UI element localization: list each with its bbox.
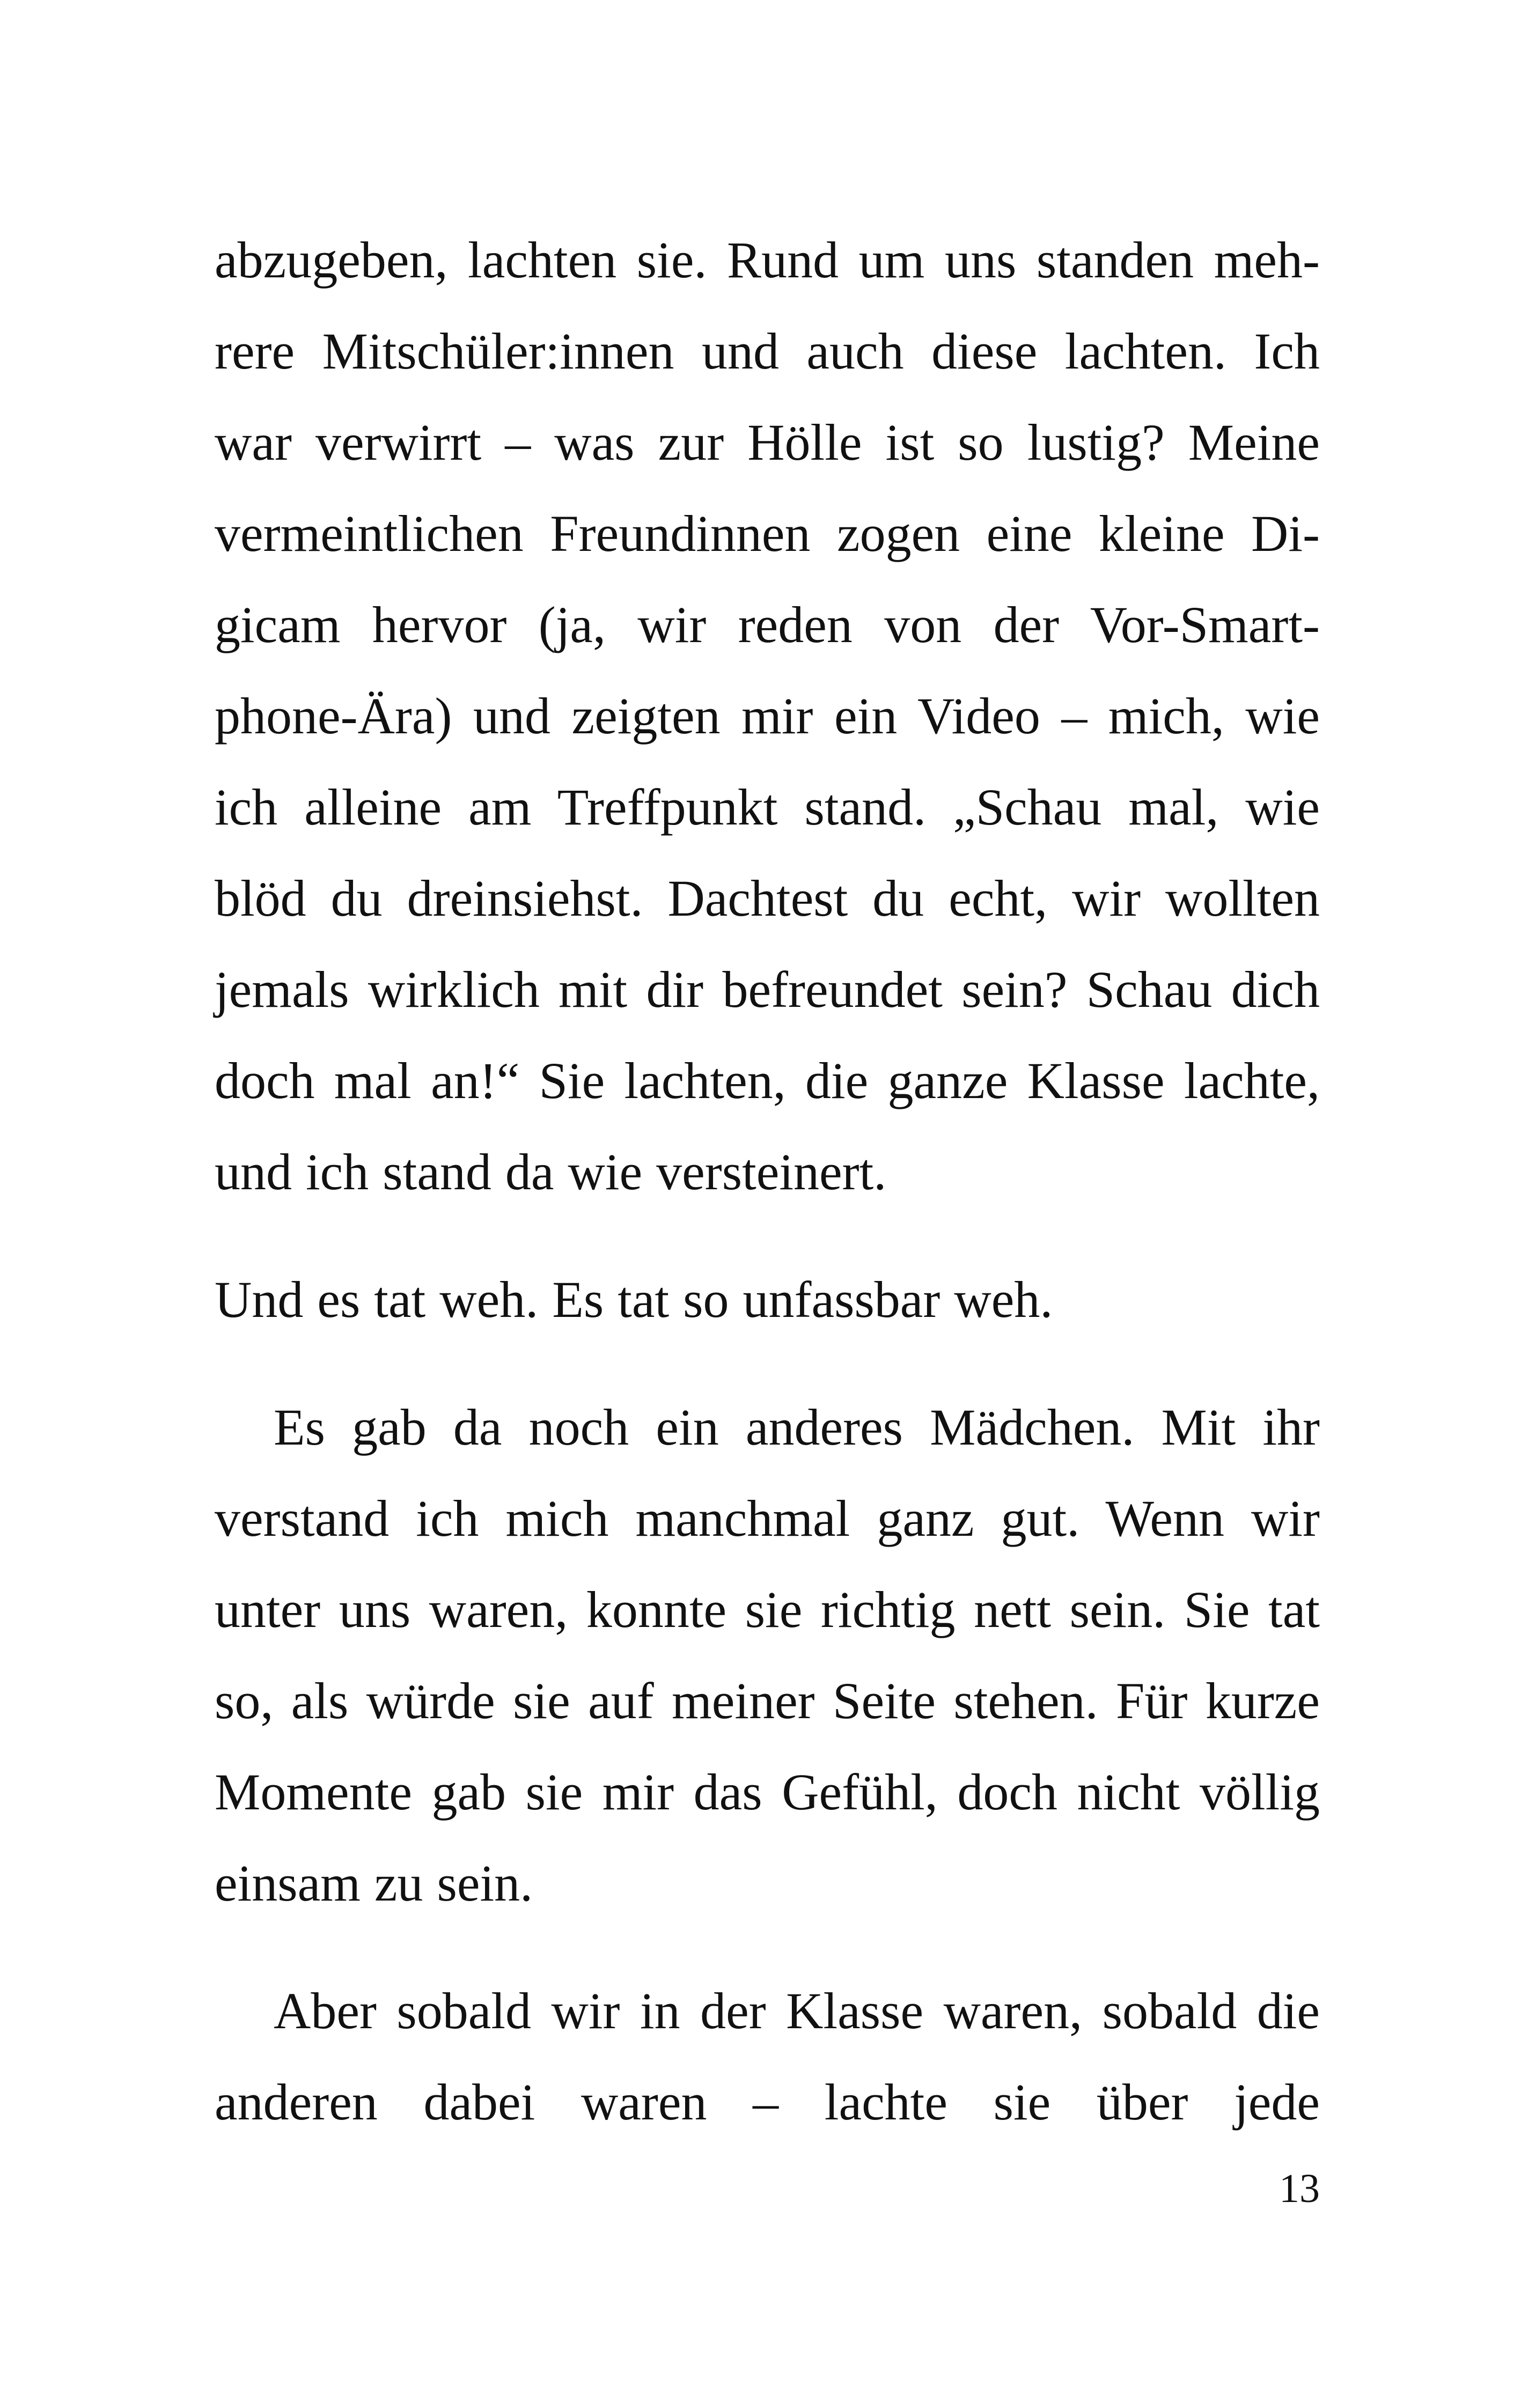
- page-number: 13: [1279, 2166, 1320, 2211]
- text-line: Aber sobald wir in der Klasse waren, sobald die: [274, 1982, 1320, 2039]
- text-line: Und es tat weh. Es tat so unfassbar weh.: [215, 1271, 1053, 1328]
- text-line: einsam zu sein.: [215, 1854, 533, 1912]
- text-line: Es gab da noch ein anderes Mädchen. Mit ihr: [274, 1398, 1320, 1456]
- text-line: blöd du dreinsiehst. Dachtest du echt, wir wollten: [215, 870, 1320, 927]
- text-line: so, als würde sie auf meiner Seite stehen. Für kurze: [215, 1672, 1320, 1729]
- text-line: verstand ich mich manchmal ganz gut. Wenn wir: [215, 1490, 1320, 1547]
- text-line: Momente gab sie mir das Gefühl, doch nicht völlig: [215, 1763, 1320, 1821]
- paragraph-4: [215, 1965, 1320, 2148]
- text-line: vermeintlichen Freundinnen zogen eine kleine Di-: [215, 505, 1320, 562]
- text-line: jemals wirklich mit dir befreundet sein? Schau dich: [215, 961, 1320, 1018]
- paragraph-2: [215, 1254, 1320, 1345]
- text-line: ich alleine am Treffpunkt stand. „Schau mal, wie: [215, 778, 1320, 836]
- body-text: [215, 215, 1320, 2148]
- paragraph-gap: [215, 1345, 1320, 1382]
- text-line: doch mal an!“ Sie lachten, die ganze Klasse lachte,: [215, 1052, 1320, 1109]
- text-line: unter uns waren, konnte sie richtig nett sein. Sie tat: [215, 1581, 1320, 1638]
- text-line: gicam hervor (ja, wir reden von der Vor-Smart-: [215, 596, 1320, 653]
- text-line: war verwirrt – was zur Hölle ist so lustig? Meine: [215, 414, 1320, 471]
- text-line: anderen dabei waren – lachte sie über jede: [215, 2073, 1320, 2131]
- paragraph-gap: [215, 1218, 1320, 1254]
- text-line: und ich stand da wie versteinert.: [215, 1143, 887, 1201]
- paragraph-gap: [215, 1929, 1320, 1965]
- text-line: phone-Ära) und zeigten mir ein Video – mich, wie: [215, 687, 1320, 745]
- paragraph-1: [215, 215, 1320, 1218]
- paragraph-3: [215, 1382, 1320, 1929]
- text-line: abzugeben, lachten sie. Rund um uns standen meh-: [215, 231, 1320, 289]
- text-line: rere Mitschüler:innen und auch diese lachten. Ich: [215, 322, 1320, 380]
